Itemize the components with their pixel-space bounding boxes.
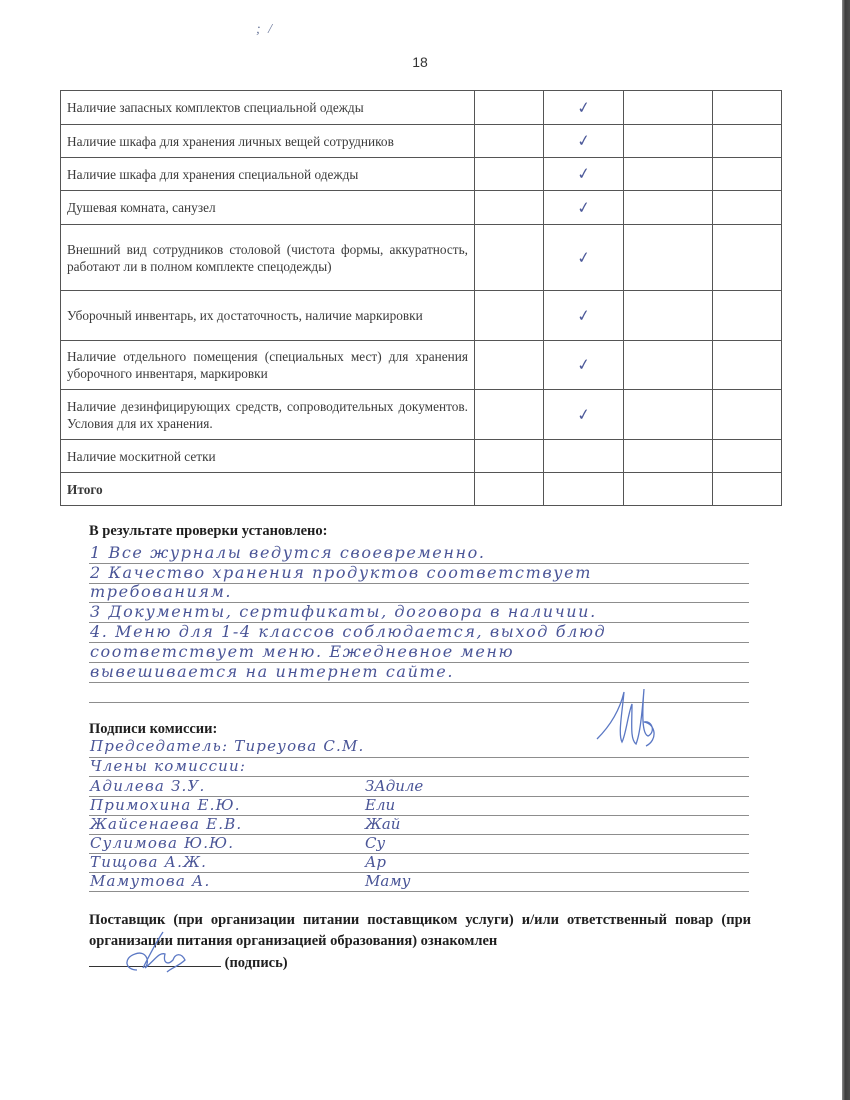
mark-cell <box>713 191 782 225</box>
finding-line: 4. Меню для 1-4 классов соблюдается, выход блюд <box>90 622 607 641</box>
mark-cell <box>624 125 713 158</box>
ruled-line <box>89 682 749 683</box>
checkmark-icon: ✓ <box>575 403 592 425</box>
mark-cell <box>475 440 544 473</box>
mark-cell <box>713 473 782 506</box>
member-signature: Маму <box>365 872 411 890</box>
table-row <box>61 341 782 390</box>
mark-cell <box>624 390 713 440</box>
signatures-heading: Подписи комиссии: <box>89 721 218 737</box>
scan-edge <box>842 0 850 1100</box>
mark-cell <box>544 91 624 125</box>
mark-cell <box>475 225 544 291</box>
member-signature: Ели <box>365 796 396 814</box>
member-signature: Су <box>365 834 386 852</box>
mark-cell <box>713 341 782 390</box>
member-name: Сулимова Ю.Ю. <box>90 834 235 852</box>
table-row <box>61 225 782 291</box>
criterion-cell: Наличие шкафа для хранения специальной одежды <box>61 158 475 191</box>
criterion-cell: Наличие шкафа для хранения личных вещей сотрудников <box>61 125 475 158</box>
chair-name: Председатель: Тиреуова С.М. <box>90 737 365 755</box>
mark-cell <box>713 225 782 291</box>
member-signature: Ар <box>365 853 386 871</box>
mark-cell <box>544 158 624 191</box>
checklist-table <box>60 90 782 506</box>
mark-cell <box>713 91 782 125</box>
finding-line: 1 Все журналы ведутся своевременно. <box>90 543 486 562</box>
mark-cell <box>475 341 544 390</box>
mark-cell <box>544 473 624 506</box>
criterion-cell: Наличие запасных комплектов специальной одежды <box>61 91 475 125</box>
mark-cell <box>624 341 713 390</box>
member-name: Мамутова А. <box>90 872 211 890</box>
mark-cell <box>713 440 782 473</box>
mark-cell <box>475 291 544 341</box>
finding-line: 3 Документы, сертификаты, договора в наличии. <box>90 602 597 621</box>
mark-cell <box>624 473 713 506</box>
table-row <box>61 191 782 225</box>
mark-cell <box>544 390 624 440</box>
mark-cell <box>475 191 544 225</box>
chair-signature <box>592 684 662 754</box>
mark-cell <box>544 440 624 473</box>
mark-cell <box>624 291 713 341</box>
findings-heading: В результате проверки установлено: <box>89 523 328 539</box>
stray-marks: ; / <box>256 22 275 37</box>
checkmark-icon: ✓ <box>575 354 592 375</box>
member-name: Жайсенаева Е.В. <box>90 815 243 833</box>
member-name: Тищова А.Ж. <box>90 853 208 871</box>
finding-line: 2 Качество хранения продуктов соответствует <box>90 563 592 582</box>
member-name: Примохина Е.Ю. <box>90 796 241 814</box>
checkmark-icon: ✓ <box>575 246 592 268</box>
mark-cell <box>713 125 782 158</box>
mark-cell <box>544 291 624 341</box>
page-number: 18 <box>412 54 428 70</box>
mark-cell <box>544 191 624 225</box>
checkmark-icon: ✓ <box>575 196 592 218</box>
criterion-cell: Наличие дезинфицирующих средств, сопроводительных документов. Условия для их хранения. <box>61 390 475 440</box>
mark-cell <box>624 225 713 291</box>
criterion-cell: Итого <box>61 473 475 506</box>
member-name: Адилева З.У. <box>90 777 206 795</box>
supplier-signature <box>115 930 195 975</box>
criterion-cell: Внешний вид сотрудников столовой (чистота формы, аккуратность, работают ли в полном комплекте спецодежды) <box>61 225 475 291</box>
finding-line: соответствует меню. Ежедневное меню <box>90 642 515 661</box>
mark-cell <box>624 91 713 125</box>
supplier-text: Поставщик (при организации питании поставщиком услуги) и/или ответственный повар (при организации питания организацией образования) ознакомлен <box>89 912 751 949</box>
mark-cell <box>544 225 624 291</box>
finding-line: вывешивается на интернет сайте. <box>90 662 455 681</box>
mark-cell <box>475 158 544 191</box>
mark-cell <box>475 390 544 440</box>
ruled-line <box>89 891 749 892</box>
criterion-cell: Душевая комната, санузел <box>61 191 475 225</box>
mark-cell <box>713 291 782 341</box>
criterion-cell: Наличие отдельного помещения (специальных мест) для хранения уборочного инвентаря, маркировки <box>61 341 475 390</box>
mark-cell <box>544 341 624 390</box>
member-signature: Жай <box>365 815 401 833</box>
table-row <box>61 473 782 506</box>
member-signature: ЗАдиле <box>365 777 424 795</box>
finding-line: требованиям. <box>90 582 233 601</box>
mark-cell <box>624 158 713 191</box>
mark-cell <box>624 191 713 225</box>
criterion-cell: Наличие москитной сетки <box>61 440 475 473</box>
mark-cell <box>624 440 713 473</box>
checkmark-icon: ✓ <box>575 163 592 184</box>
table-row <box>61 158 782 191</box>
table-row <box>61 125 782 158</box>
checkmark-icon: ✓ <box>575 130 592 151</box>
mark-cell <box>475 473 544 506</box>
criterion-cell: Уборочный инвентарь, их достаточность, наличие маркировки <box>61 291 475 341</box>
mark-cell <box>713 390 782 440</box>
checkmark-icon: ✓ <box>575 96 592 118</box>
table-row <box>61 440 782 473</box>
signature-label: (подпись) <box>224 955 288 971</box>
mark-cell <box>544 125 624 158</box>
table-row <box>61 390 782 440</box>
mark-cell <box>713 158 782 191</box>
table-row <box>61 291 782 341</box>
table-row <box>61 91 782 125</box>
checkmark-icon: ✓ <box>575 304 592 326</box>
members-label: Члены комиссии: <box>90 757 247 775</box>
mark-cell <box>475 125 544 158</box>
mark-cell <box>475 91 544 125</box>
